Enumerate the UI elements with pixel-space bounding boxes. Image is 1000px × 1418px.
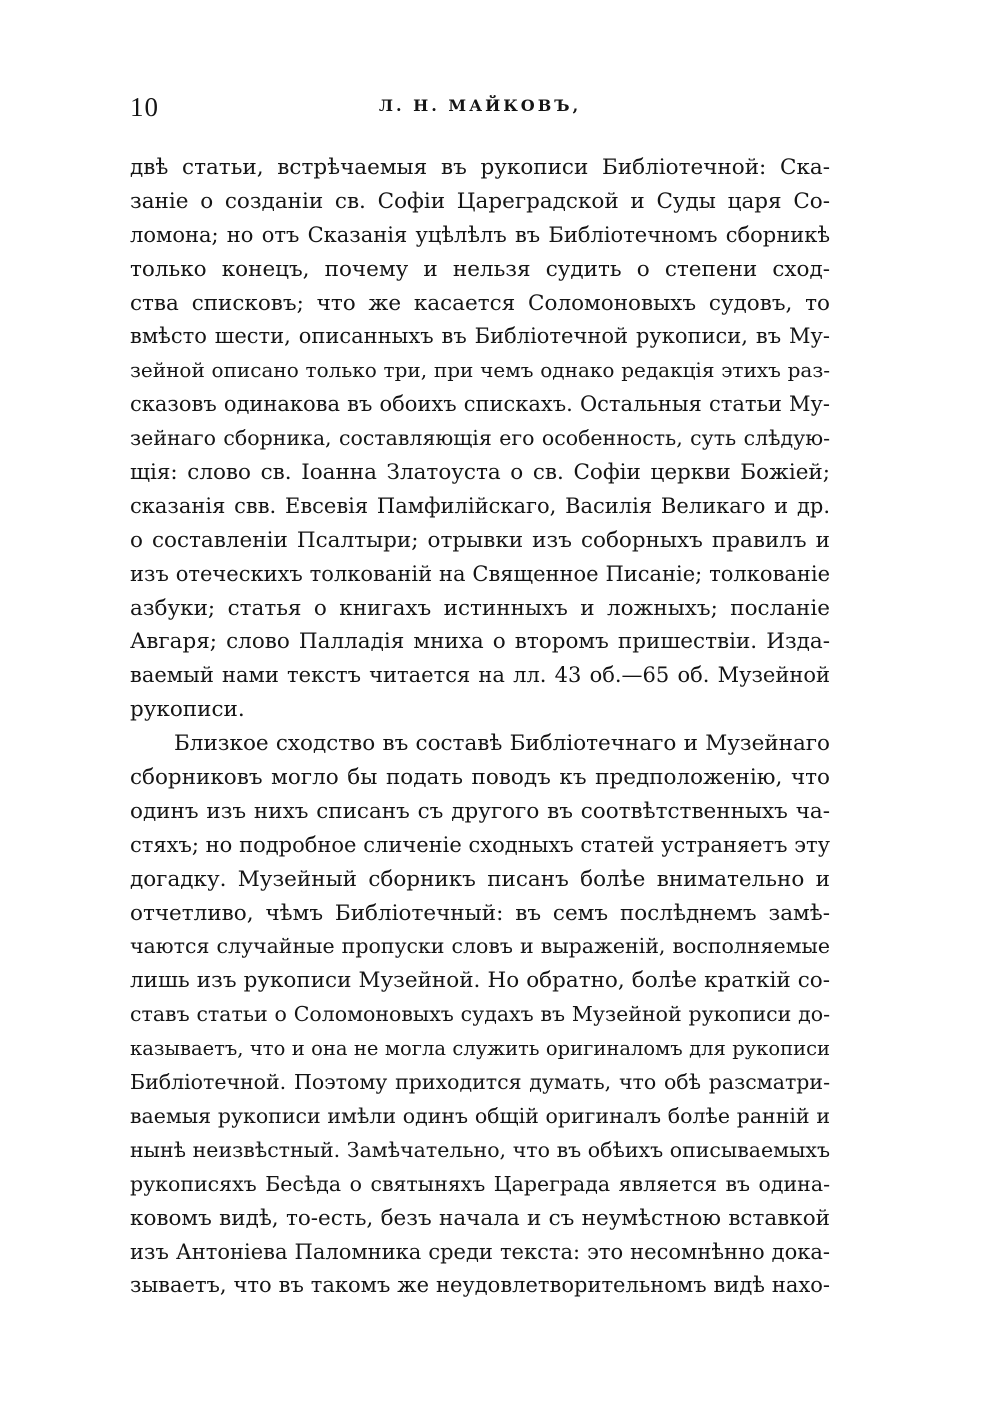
- page-number: 10: [130, 92, 159, 122]
- text-line: зейнаго сборника, составляющія его особенность, суть слѣдую-: [130, 426, 830, 451]
- text-line: азбуки; статья о книгахъ истинныхъ и ложныхъ; посланіе: [130, 595, 830, 621]
- text-line: Библіотечной. Поэтому приходится думать, что обѣ разсматри-: [130, 1070, 830, 1095]
- text-line: двѣ статьи, встрѣчаемыя въ рукописи Библіотечной: Ска-: [130, 155, 830, 180]
- text-line: Близкое сходство въ составѣ Библіотечнаго и Музейнаго: [174, 731, 830, 757]
- text-line: ковомъ видѣ, то-есть, безъ начала и съ неумѣстною вставкой: [130, 1205, 830, 1231]
- text-line: отчетливо, чѣмъ Библіотечный: въ семъ послѣднемъ замѣ-: [130, 900, 830, 926]
- page-header: [130, 92, 830, 128]
- text-line: о составленіи Псалтыри; отрывки изъ соборныхъ правилъ и: [130, 527, 830, 553]
- text-line: только конецъ, почему и нельзя судить о степени сход-: [130, 256, 830, 282]
- text-line: заніе о созданіи св. Софіи Цареградской и Суды царя Со-: [130, 188, 830, 214]
- text-line: чаются случайные пропуски словъ и выраженій, восполняемые: [130, 934, 830, 959]
- text-line: сборниковъ могло бы подать поводъ къ предположенію, что: [130, 765, 830, 791]
- text-line: вмѣсто шести, описанныхъ въ Библіотечной рукописи, въ Му-: [130, 324, 830, 349]
- text-line: рукописяхъ Бесѣда о святыняхъ Цареграда является въ одина-: [130, 1171, 830, 1196]
- text-line: рукописи.: [130, 697, 245, 723]
- text-line: ваемый нами текстъ читается на лл. 43 об.—65 об. Музейной: [130, 663, 830, 688]
- text-line: сказанія свв. Евсевія Памфилійскаго, Василія Великаго и др.: [130, 493, 830, 518]
- text-line: ставъ статьи о Соломоновыхъ судахъ въ Музейной рукописи до-: [130, 1002, 830, 1027]
- text-line: изъ Антоніева Паломника среди текста: это несомнѣнно дока-: [130, 1239, 830, 1264]
- text-line: щія: слово св. Іоанна Златоуста о св. Софіи церкви Божіей;: [130, 460, 830, 486]
- running-head: Л. Н. МАЙКОВЪ,: [378, 96, 582, 115]
- text-line: казываетъ, что и она не могла служить оригиналомъ для рукописи: [130, 1037, 830, 1061]
- text-line: ства списковъ; что же касается Соломоновыхъ судовъ, то: [130, 290, 830, 316]
- text-line: зываетъ, что въ такомъ же неудовлетворительномъ видѣ нахо-: [130, 1273, 830, 1298]
- text-line: ломона; но отъ Сказанія уцѣлѣлъ въ Библіотечномъ сборникѣ: [130, 222, 830, 247]
- text-line: изъ отеческихъ толкованій на Священное Писаніе; толкованіе: [130, 561, 830, 586]
- text-line: догадку. Музейный сборникъ писанъ болѣе внимательно и: [130, 866, 830, 892]
- text-line: ваемыя рукописи имѣли одинъ общій оригиналъ болѣе ранній и: [130, 1103, 830, 1128]
- text-line: лишь изъ рукописи Музейной. Но обратно, болѣе краткій со-: [130, 968, 830, 994]
- text-line: зейной описано только три, при чемъ однако редакція этихъ раз-: [130, 358, 830, 383]
- text-line: сказовъ одинакова въ обоихъ спискахъ. Остальныя статьи Му-: [130, 392, 830, 417]
- text-line: нынѣ неизвѣстный. Замѣчательно, что въ обѣихъ описываемыхъ: [130, 1137, 830, 1162]
- body-text: [130, 151, 830, 1303]
- text-line: одинъ изъ нихъ списанъ съ другого въ соотвѣтственныхъ ча-: [130, 798, 830, 824]
- text-line: Авгаря; слово Палладія мниха о второмъ пришествіи. Изда-: [130, 629, 830, 655]
- text-line: стяхъ; но подробное сличеніе сходныхъ статей устраняетъ эту: [130, 832, 830, 857]
